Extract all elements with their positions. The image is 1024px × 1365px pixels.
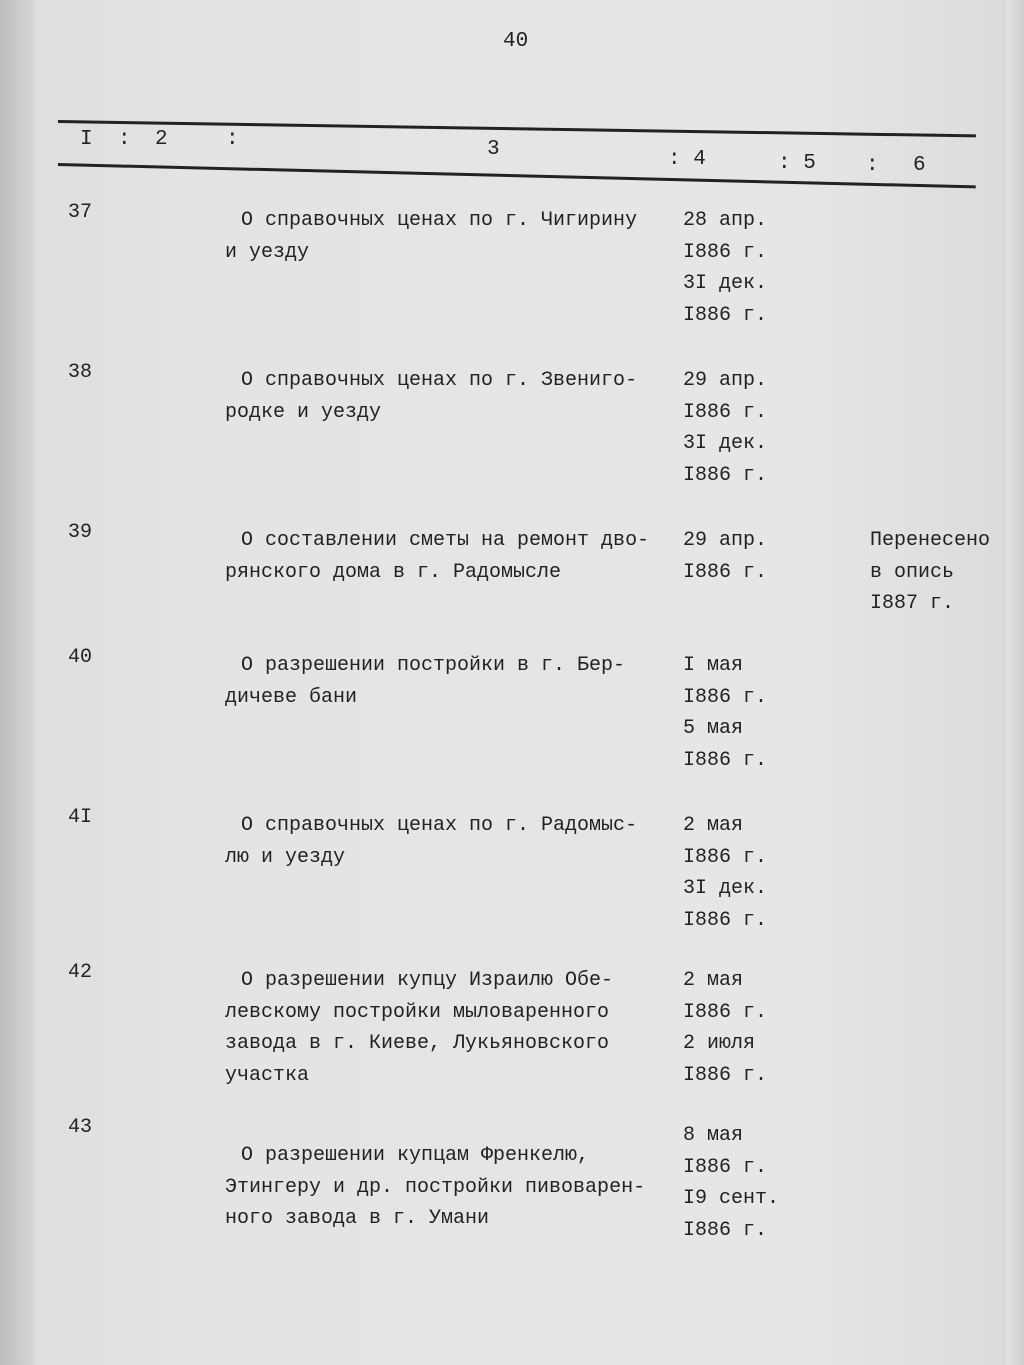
entry-note-line: в опись — [870, 560, 955, 584]
entry-dates-line: I886 г. — [683, 1218, 768, 1242]
entry-dates — [683, 205, 767, 331]
entry-dates-line: I886 г. — [683, 1000, 768, 1024]
entry-note-line: Перенесено — [870, 529, 991, 552]
entry-dates — [683, 365, 767, 491]
entry-title-line: родке и уезду — [225, 400, 382, 424]
page-number: 40 — [503, 30, 529, 53]
entry-dates-line: 29 апр. — [683, 529, 768, 552]
entry-title-line: завода в г. Киеве, Лукьяновского — [225, 1032, 610, 1055]
entry-title-line: О разрешении купцам Френкелю, — [241, 1144, 590, 1167]
entry-title — [225, 810, 637, 873]
entry-number: 39 — [68, 521, 93, 544]
entry-number: 42 — [68, 961, 93, 984]
column-separator: : — [866, 154, 879, 177]
entry-dates — [683, 965, 767, 1091]
entry-dates — [683, 1120, 779, 1246]
entry-title — [225, 365, 637, 428]
column-header-5: : 5 — [778, 152, 816, 175]
entry-title-line: О справочных ценах по г. Чигирину — [241, 209, 638, 232]
column-separator: : — [226, 128, 239, 151]
entry-number: 37 — [68, 201, 93, 224]
entry-title-line: участка — [225, 1063, 310, 1087]
entry-dates-line: 8 мая — [683, 1124, 744, 1147]
entry-dates-line: I мая — [683, 654, 744, 677]
entry-title-line: дичеве бани — [225, 685, 358, 709]
column-separator: : — [118, 128, 131, 151]
entry-note-line: I887 г. — [870, 592, 955, 615]
entry-title — [225, 1140, 645, 1235]
header-bottom-rule — [58, 163, 976, 188]
entry-title-line: О разрешении постройки в г. Бер- — [241, 654, 626, 677]
entry-title — [225, 205, 637, 268]
entry-dates-line: I886 г. — [683, 400, 768, 424]
entry-title-line: левскому постройки мыловаренного — [225, 1000, 610, 1024]
entry-dates-line: I886 г. — [683, 303, 768, 327]
column-header-3: 3 — [487, 138, 500, 161]
column-header-2: 2 — [155, 128, 168, 151]
entry-dates — [683, 650, 767, 776]
entry-title-line: О составлении сметы на ремонт дво- — [241, 529, 650, 552]
entry-number: 4I — [68, 806, 93, 829]
entry-title — [225, 650, 625, 713]
column-header-1: I — [80, 128, 93, 151]
column-header-4: : 4 — [668, 148, 706, 171]
entry-title-line: О разрешении купцу Израилю Обе- — [241, 969, 614, 992]
entry-dates-line: 29 апр. — [683, 369, 768, 392]
entry-number: 43 — [68, 1116, 93, 1139]
entry-title-line: О справочных ценах по г. Радомыс- — [241, 814, 638, 837]
entry-title-line: Этингеру и др. постройки пивоварен- — [225, 1175, 646, 1199]
entry-number: 40 — [68, 646, 93, 669]
header-top-rule — [58, 120, 976, 137]
entry-dates-line: 3I дек. — [683, 432, 768, 455]
entry-dates-line: I886 г. — [683, 1063, 768, 1087]
entry-dates-line: I886 г. — [683, 560, 768, 584]
column-header-6: 6 — [913, 154, 926, 177]
entry-dates-line: I886 г. — [683, 463, 768, 487]
entry-dates-line: 28 апр. — [683, 209, 768, 232]
entry-dates-line: I886 г. — [683, 908, 768, 932]
entry-title — [225, 965, 613, 1091]
entry-dates — [683, 525, 767, 588]
book-spine-shadow — [0, 0, 34, 1365]
entry-title-line: ного завода в г. Умани — [225, 1207, 490, 1230]
entry-dates — [683, 810, 767, 936]
entry-dates-line: 2 мая — [683, 969, 744, 992]
entry-dates-line: 3I дек. — [683, 272, 768, 295]
entry-dates-line: 2 июля — [683, 1032, 756, 1055]
entry-dates-line: I886 г. — [683, 845, 768, 869]
entry-dates-line: I9 сент. — [683, 1187, 780, 1210]
page-edge — [1006, 0, 1024, 1365]
entry-title-line: О справочных ценах по г. Звениго- — [241, 369, 638, 392]
entry-dates-line: I886 г. — [683, 685, 768, 709]
entry-title-line: рянского дома в г. Радомысле — [225, 560, 562, 584]
entry-title-line: лю и уезду — [225, 845, 346, 869]
entry-dates-line: I886 г. — [683, 1155, 768, 1179]
entry-dates-line: I886 г. — [683, 748, 768, 772]
entry-dates-line: 2 мая — [683, 814, 744, 837]
entry-title-line: и уезду — [225, 240, 310, 264]
entry-dates-line: 5 мая — [683, 717, 744, 740]
entry-note — [870, 525, 990, 620]
entry-number: 38 — [68, 361, 93, 384]
entry-title — [225, 525, 649, 588]
entry-dates-line: 3I дек. — [683, 877, 768, 900]
entry-dates-line: I886 г. — [683, 240, 768, 264]
